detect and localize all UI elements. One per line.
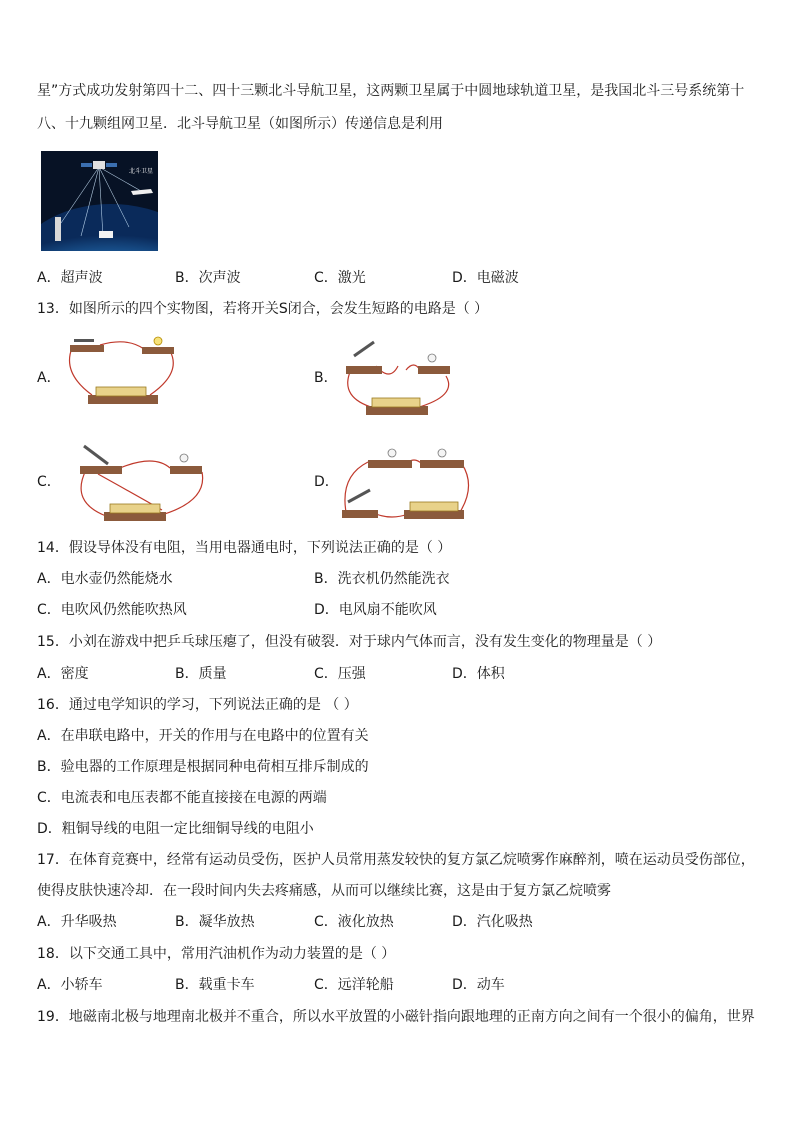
q16-stem: 16．通过电学知识的学习，下列说法正确的是 （ ） [37,697,358,713]
q17-option-a: A．升华吸热 [37,914,117,930]
q12-text-line2: 八、十九颗组网卫星．北斗导航卫星（如图所示）传递信息是利用 [37,116,443,132]
q18-option-d: D．动车 [452,977,505,993]
q18-option-b: B．载重卡车 [175,977,255,993]
switch-lever-icon [348,490,370,502]
q19-text-line1: 19．地磁南北极与地理南北极并不重合，所以水平放置的小磁针指向跟地理的正南方向之间有一个很小的偏角，世界 [37,1009,755,1025]
q12-option-d: D．电磁波 [452,270,519,286]
bulb-base [142,347,174,354]
q14-option-d: D．电风扇不能吹风 [314,602,437,618]
switch-lever-icon [354,342,374,356]
q17-option-b: B．凝华放热 [175,914,255,930]
q18-option-a: A．小轿车 [37,977,103,993]
q13-label-b: B． [314,370,338,386]
battery-icon [372,398,420,407]
switch-base [70,345,104,352]
q13-stem: 13．如图所示的四个实物图，若将开关S闭合，会发生短路的电路是（ ） [37,301,489,317]
q17-text-line2: 使得皮肤快速冷却．在一段时间内失去疼痛感，从而可以继续比赛，这是由于复方氯乙烷喷雾 [37,883,611,899]
q17-text-line1: 17．在体育竞赛中，经常有运动员受伤，医护人员常用蒸发较快的复方氯乙烷喷雾作麻醉剂，喷在运动员受伤部位， [37,852,755,868]
bulb2-icon [438,449,446,457]
bulb-icon [180,454,188,462]
battery-icon [410,502,458,511]
battery-icon [110,504,160,513]
q14-option-a: A．电水壶仍然能烧水 [37,571,173,587]
vehicle-icon [99,231,113,238]
q12-text-line1: 星”方式成功发射第四十二、四十三颗北斗导航卫星，这两颗卫星属于中圆地球轨道卫星，是我国北斗三号系统第十 [37,83,745,99]
q15-option-b: B．质量 [175,666,227,682]
q16-option-d: D．粗铜导线的电阻一定比细铜导线的电阻小 [37,821,314,837]
rocket-icon [55,217,61,241]
q14-option-c: C．电吹风仍然能吹热风 [37,602,187,618]
switch-lever-icon [84,446,108,464]
q16-option-b: B．验电器的工作原理是根据同种电荷相互排斥制成的 [37,759,369,775]
bulb-base [170,466,202,474]
satellite-image [41,151,158,251]
q15-option-d: D．体积 [452,666,505,682]
q12-option-a: A．超声波 [37,270,103,286]
q18-option-c: C．远洋轮船 [314,977,394,993]
q14-option-b: B．洗衣机仍然能洗衣 [314,571,450,587]
satellite-body-icon [93,161,105,169]
q17-option-c: C．液化放热 [314,914,394,930]
q18-stem: 18．以下交通工具中，常用汽油机作为动力装置的是（ ） [37,946,396,962]
q17-option-d: D．汽化吸热 [452,914,533,930]
q12-option-c: C．激光 [314,270,366,286]
switch-lever-icon [74,339,94,342]
bulb-icon [154,337,162,345]
q13-label-d: D． [314,474,339,490]
q16-option-a: A．在串联电路中，开关的作用与在电路中的位置有关 [37,728,369,744]
q14-stem: 14．假设导体没有电阻，当用电器通电时，下列说法正确的是（ ） [37,540,452,556]
q15-option-a: A．密度 [37,666,89,682]
battery-icon [96,387,146,396]
q15-option-c: C．压强 [314,666,366,682]
q16-option-c: C．电流表和电压表都不能直接接在电源的两端 [37,790,327,806]
q15-stem: 15．小刘在游戏中把乒乓球压瘪了，但没有破裂．对于球内气体而言，没有发生变化的物理量是（ ） [37,634,662,650]
bulb-base [418,366,450,374]
switch-base [80,466,122,474]
circuit-b-figure [340,338,460,420]
switch-base [346,366,382,374]
circuit-d-figure [336,446,476,528]
q13-label-a: A． [37,370,61,386]
q12-option-b: B．次声波 [175,270,241,286]
bulb-icon [428,354,436,362]
figure-caption: 北斗卫星 [129,168,154,175]
circuit-a-figure [62,333,182,413]
bulb1-base [368,460,412,468]
circuit-c-figure [74,442,208,528]
switch-base [342,510,378,518]
q13-label-c: C． [37,474,61,490]
bulb1-icon [388,449,396,457]
satellite-figure [41,151,158,251]
bulb2-base [420,460,464,468]
